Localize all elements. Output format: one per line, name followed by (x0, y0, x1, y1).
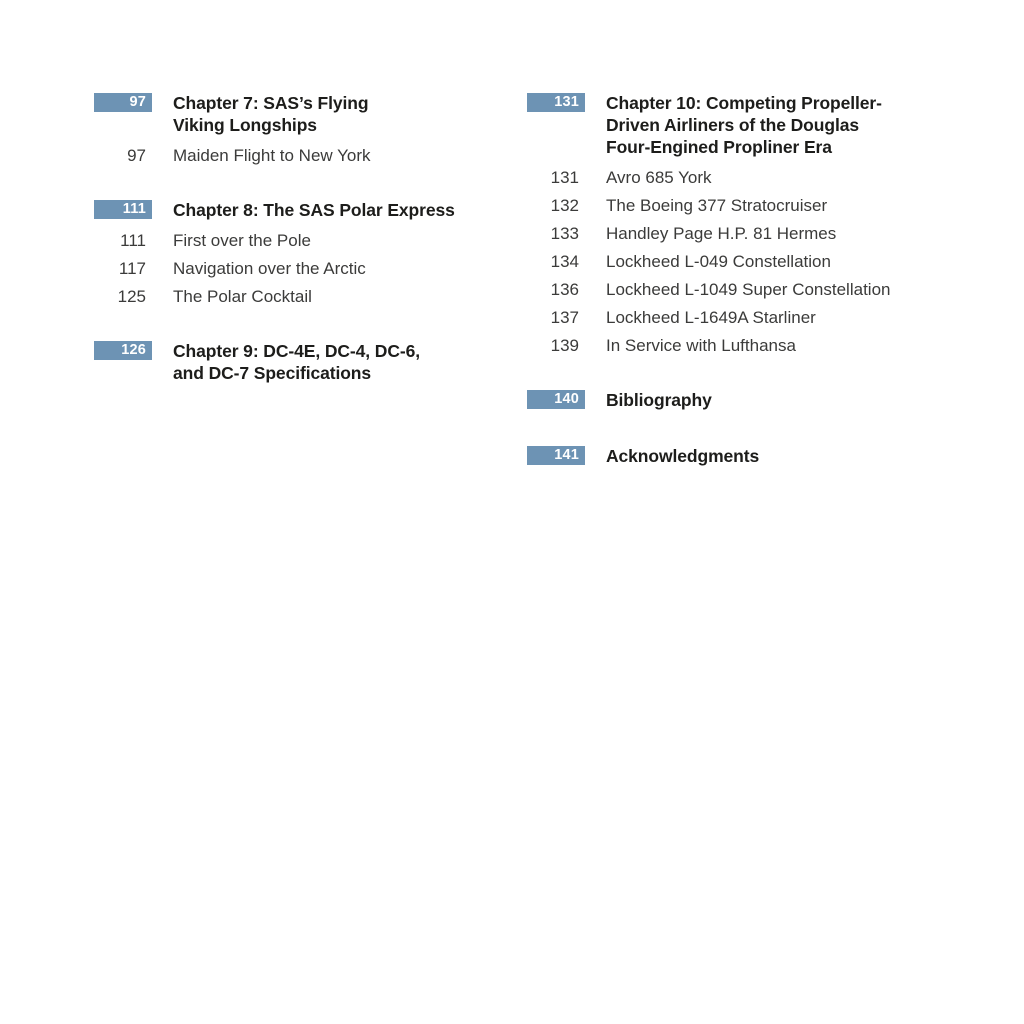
chapter-title-line: Acknowledgments (606, 446, 760, 466)
chapter-title (173, 340, 420, 384)
toc-column-left (94, 92, 504, 384)
chapter-title (606, 389, 712, 411)
chapter-title-line: and DC-7 Specifications (173, 363, 372, 383)
entry-page-number: 132 (550, 196, 579, 215)
chapter-title-line: Bibliography (606, 390, 712, 410)
chapter-title (173, 92, 368, 136)
toc-entry (527, 276, 977, 304)
chapter-heading (527, 92, 977, 158)
chapter-heading (527, 445, 977, 467)
entry-page-number: 111 (120, 231, 146, 250)
entry-label: Lockheed L-1049 Super Constellation (606, 280, 891, 299)
entry-label: Handley Page H.P. 81 Hermes (606, 224, 837, 243)
toc-group (527, 92, 977, 360)
entry-page-number: 134 (550, 252, 579, 271)
toc-group (94, 199, 504, 311)
chapter-title-line: Viking Longships (173, 115, 317, 135)
entry-label: The Boeing 377 Stratocruiser (606, 196, 828, 215)
entry-page-number: 117 (118, 259, 146, 278)
entry-label: In Service with Lufthansa (606, 336, 796, 355)
chapter-title-line: Driven Airliners of the Douglas (606, 115, 859, 135)
entry-page-number: 131 (550, 168, 579, 187)
chapter-title-line: Chapter 9: DC-4E, DC-4, DC-6, (173, 341, 420, 361)
chapter-title (173, 199, 455, 221)
section-entries (94, 227, 504, 311)
toc-entry (527, 164, 977, 192)
toc-entry (527, 332, 977, 360)
entry-page-number: 139 (550, 336, 579, 355)
toc-entry (94, 283, 504, 311)
toc-entry (527, 304, 977, 332)
chapter-page-badge: 141 (527, 446, 585, 465)
chapter-page-badge: 126 (94, 341, 152, 360)
chapter-title (606, 92, 882, 158)
chapter-heading (94, 199, 504, 221)
toc-entry (527, 192, 977, 220)
entry-label: First over the Pole (173, 231, 311, 250)
toc-entry (527, 248, 977, 276)
chapter-page-badge: 140 (527, 390, 585, 409)
chapter-page-badge: 131 (527, 93, 585, 112)
toc-column-right (527, 92, 977, 467)
toc-group (527, 445, 977, 467)
section-entries (527, 164, 977, 360)
entry-label: Avro 685 York (606, 168, 712, 187)
chapter-page-badge: 111 (94, 200, 152, 219)
chapter-title (606, 445, 759, 467)
entry-label: Lockheed L-1649A Starliner (606, 308, 816, 327)
toc-group (94, 340, 504, 384)
section-entries (94, 142, 504, 170)
chapter-heading (94, 92, 504, 136)
chapter-heading (94, 340, 504, 384)
entry-page-number: 125 (117, 287, 146, 306)
entry-page-number: 136 (550, 280, 579, 299)
entry-page-number: 133 (550, 224, 579, 243)
chapter-heading (527, 389, 977, 411)
entry-label: The Polar Cocktail (173, 287, 312, 306)
chapter-title-line: Chapter 8: The SAS Polar Express (173, 200, 455, 220)
toc-entry (94, 255, 504, 283)
toc-entry (94, 227, 504, 255)
entry-page-number: 137 (550, 308, 579, 327)
toc-entry (527, 220, 977, 248)
chapter-title-line: Four-Engined Propliner Era (606, 137, 832, 157)
entry-label: Navigation over the Arctic (173, 259, 366, 278)
toc-group (527, 389, 977, 411)
chapter-title-line: Chapter 7: SAS’s Flying (173, 93, 369, 113)
toc-entry (94, 142, 504, 170)
chapter-title-line: Chapter 10: Competing Propeller- (606, 93, 882, 113)
chapter-page-badge: 97 (94, 93, 152, 112)
entry-page-number: 97 (127, 146, 146, 165)
toc-group (94, 92, 504, 170)
entry-label: Lockheed L-049 Constellation (606, 252, 831, 271)
entry-label: Maiden Flight to New York (173, 146, 371, 165)
